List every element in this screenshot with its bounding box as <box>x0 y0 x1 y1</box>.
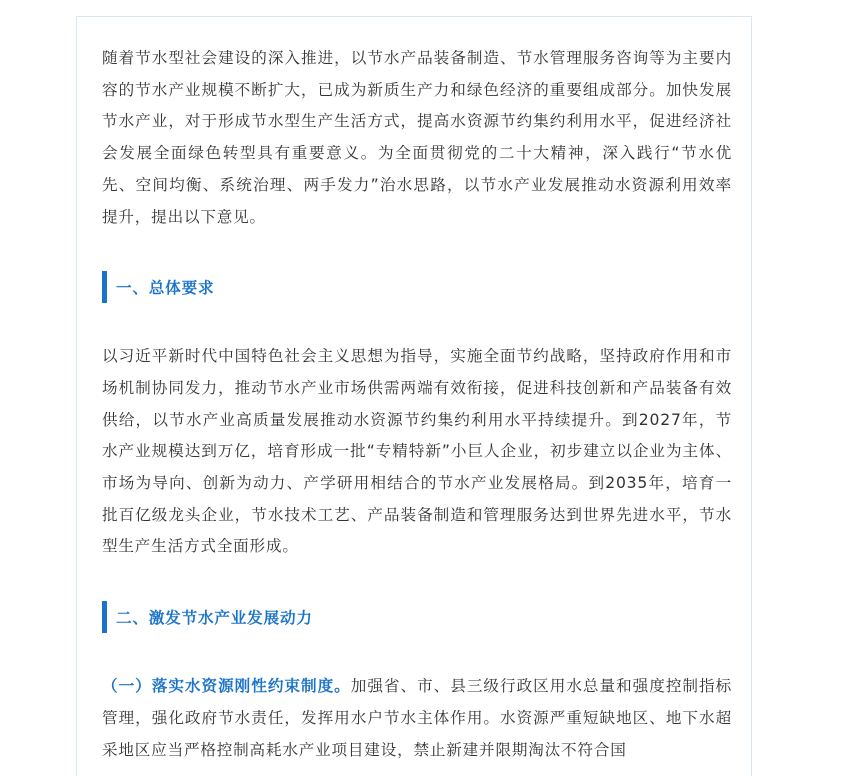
section-heading-general-requirements <box>102 271 732 303</box>
section-title: 二、激发节水产业发展动力 <box>116 609 313 628</box>
item1-body: 加强省、市、县三级行政区用水总量和强度控制指标管理，强化政府节水责任，发挥用水户节水主体作用。水资源严重短缺地区、地下水超采地区应当严格控制高耗水产业项目建设，禁止新建并限期淘汰不符合国 <box>102 677 732 759</box>
heading-accent-bar <box>102 271 107 303</box>
item1-paragraph <box>102 671 732 766</box>
item1-lead: （一）落实水资源刚性约束制度。 <box>102 677 351 696</box>
article-content <box>102 43 732 766</box>
article-card <box>76 16 752 776</box>
intro-paragraph: 随着节水型社会建设的深入推进，以节水产品装备制造、节水管理服务咨询等为主要内容的节水产业规模不断扩大，已成为新质生产力和绿色经济的重要组成部分。加快发展节水产业，对于形成节水型生产生活方式，提高水资源节约集约利用水平，促进经济社会发展全面绿色转型具有重要意义。为全面贯彻党的二十大精神，深入践行“节水优先、空间均衡、系统治理、两手发力”治水思路，以节水产业发展推动水资源利用效率提升，提出以下意见。 <box>102 49 732 226</box>
heading-accent-bar <box>102 601 107 633</box>
general-requirements-paragraph: 以习近平新时代中国特色社会主义思想为指导，实施全面节约战略，坚持政府作用和市场机制协同发力，推动节水产业市场供需两端有效衔接，促进科技创新和产品装备有效供给，以节水产业高质量发展推动水资源节约集约利用水平持续提升。到2027年，节水产业规模达到万亿，培育形成一批“专精特新”小巨人企业，初步建立以企业为主体、市场为导向、创新为动力、产学研用相结合的节水产业发展格局。到2035年，培育一批百亿级龙头企业，节水技术工艺、产品装备制造和管理服务达到世界先进水平，节水型生产生活方式全面形成。 <box>102 347 732 556</box>
section-heading-industry-momentum <box>102 601 732 633</box>
section-title: 一、总体要求 <box>116 279 215 298</box>
